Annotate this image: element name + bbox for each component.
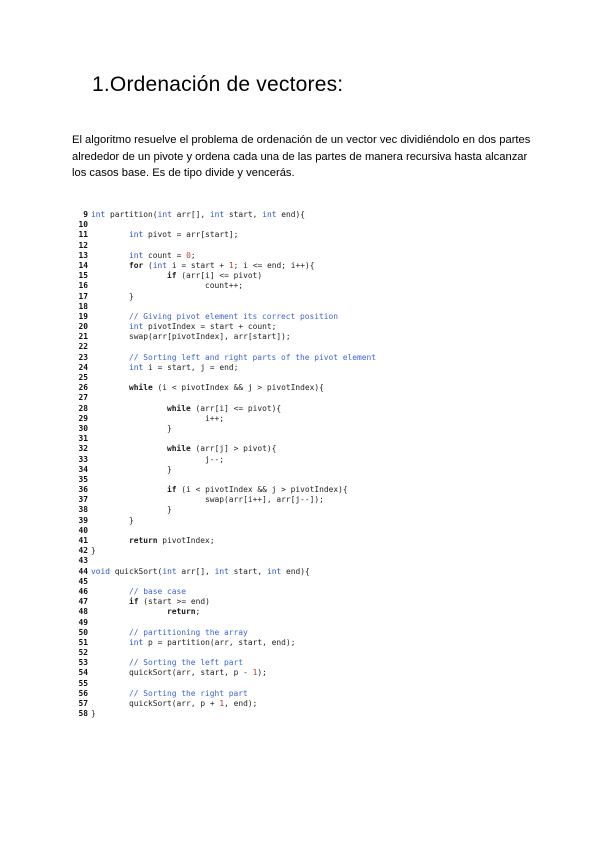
code-line — [72, 261, 542, 271]
line-number: 43 — [78, 556, 88, 566]
code-line — [72, 679, 542, 689]
code-text: quickSort(arr, start, p - 1); — [129, 668, 267, 678]
line-number: 24 — [78, 362, 88, 372]
code-line — [72, 597, 542, 607]
code-text: for (int i = start + 1; i <= end; i++){ — [129, 260, 315, 270]
code-text: int i = start, j = end; — [129, 362, 239, 372]
line-number: 29 — [78, 413, 88, 423]
code-text: i++; — [205, 413, 225, 423]
code-text: // partitioning the array — [129, 627, 248, 637]
code-line — [72, 393, 542, 403]
code-line — [72, 607, 542, 617]
code-text: return pivotIndex; — [129, 536, 215, 545]
line-number: 11 — [78, 230, 88, 240]
code-line — [72, 628, 542, 638]
line-number: 39 — [78, 515, 88, 525]
code-text: while (i < pivotIndex && j > pivotIndex){ — [129, 383, 324, 393]
line-number: 34 — [78, 464, 88, 474]
code-line — [72, 332, 542, 342]
code-text: int partition(int arr[], int start, int end){ — [91, 210, 305, 219]
code-line — [72, 404, 542, 414]
code-line — [72, 556, 542, 566]
code-line — [72, 302, 542, 312]
code-text: count++; — [205, 281, 244, 291]
code-line — [72, 505, 542, 515]
code-text: void quickSort(int arr[], int start, int end){ — [91, 566, 310, 576]
code-text: // Sorting the left part — [129, 658, 244, 668]
code-line — [72, 241, 542, 251]
code-text: if (i < pivotIndex && j > pivotIndex){ — [167, 485, 348, 495]
code-line — [72, 210, 542, 220]
code-text: // base case — [129, 586, 187, 596]
line-number: 23 — [78, 352, 88, 362]
line-number: 55 — [78, 678, 88, 688]
code-line — [72, 699, 542, 709]
code-line — [72, 383, 542, 393]
code-line — [72, 709, 542, 719]
code-line — [72, 485, 542, 495]
line-number: 16 — [78, 281, 88, 291]
code-line — [72, 281, 542, 291]
code-line — [72, 526, 542, 536]
line-number: 50 — [78, 627, 88, 637]
code-text: } — [91, 709, 96, 719]
line-number: 46 — [78, 586, 88, 596]
code-text: return; — [167, 607, 201, 617]
line-number: 54 — [78, 668, 88, 678]
code-line — [72, 220, 542, 230]
line-number: 20 — [78, 322, 88, 332]
line-number: 31 — [78, 434, 88, 444]
code-line — [72, 322, 542, 332]
line-number: 35 — [78, 474, 88, 484]
code-line — [72, 689, 542, 699]
code-line — [72, 577, 542, 587]
line-number: 52 — [78, 648, 88, 658]
code-line — [72, 668, 542, 678]
line-number: 26 — [78, 383, 88, 393]
code-line — [72, 342, 542, 352]
code-line — [72, 618, 542, 628]
code-line — [72, 424, 542, 434]
line-number: 28 — [78, 403, 88, 413]
line-number: 41 — [78, 536, 88, 545]
code-line — [72, 373, 542, 383]
line-number: 56 — [78, 688, 88, 698]
code-block — [72, 210, 542, 719]
line-number: 49 — [78, 617, 88, 627]
code-text: j--; — [205, 454, 225, 464]
code-line — [72, 271, 542, 281]
code-line — [72, 536, 542, 546]
code-line — [72, 567, 542, 577]
line-number: 30 — [78, 423, 88, 433]
line-number: 21 — [78, 332, 88, 342]
code-line — [72, 353, 542, 363]
code-text: int p = partition(arr, start, end); — [129, 637, 296, 647]
line-number: 19 — [78, 311, 88, 321]
line-number: 38 — [78, 505, 88, 515]
line-number: 9 — [83, 210, 88, 219]
code-line — [72, 475, 542, 485]
code-line — [72, 546, 542, 556]
line-number: 58 — [78, 709, 88, 719]
line-number: 18 — [78, 301, 88, 311]
section-heading: 1.Ordenación de vectores: — [92, 73, 344, 96]
code-line — [72, 495, 542, 505]
line-number: 53 — [78, 658, 88, 668]
code-text: if (arr[i] <= pivot) — [167, 271, 263, 281]
line-number: 44 — [78, 566, 88, 576]
code-line — [72, 516, 542, 526]
line-number: 57 — [78, 699, 88, 708]
code-line — [72, 251, 542, 261]
line-number: 37 — [78, 495, 88, 505]
line-number: 14 — [78, 260, 88, 270]
code-text: quickSort(arr, p + 1, end); — [129, 699, 258, 708]
line-number: 25 — [78, 373, 88, 382]
code-text: } — [91, 291, 134, 301]
line-number: 48 — [78, 607, 88, 617]
line-number: 36 — [78, 485, 88, 495]
code-text: int count = 0; — [129, 250, 196, 260]
line-number: 17 — [78, 291, 88, 301]
code-line — [72, 312, 542, 322]
code-text: swap(arr[pivotIndex], arr[start]); — [129, 332, 291, 342]
code-line — [72, 230, 542, 240]
line-number: 13 — [78, 250, 88, 260]
code-line — [72, 658, 542, 668]
code-line — [72, 648, 542, 658]
code-text: } — [91, 546, 96, 556]
line-number: 15 — [78, 271, 88, 281]
code-text: } — [91, 423, 172, 433]
line-number: 32 — [78, 444, 88, 454]
line-number: 10 — [78, 220, 88, 230]
code-text: } — [91, 515, 134, 525]
line-number: 51 — [78, 637, 88, 647]
line-number: 22 — [78, 342, 88, 352]
description-paragraph: El algoritmo resuelve el problema de ordenación de un vector vec dividiéndolo en dos partes alrededor de un pivote y ordena cada una de las partes de manera recursiva hasta alcanzar los casos base. Es de tipo divide y vencerás. — [72, 134, 531, 179]
line-number: 42 — [78, 546, 88, 556]
code-line — [72, 414, 542, 424]
line-number: 47 — [78, 597, 88, 607]
code-text: // Sorting the right part — [129, 688, 248, 698]
code-text: } — [91, 505, 172, 515]
code-text: while (arr[i] <= pivot){ — [167, 403, 282, 413]
code-text: swap(arr[i++], arr[j--]); — [205, 495, 324, 505]
line-number: 33 — [78, 454, 88, 464]
code-line — [72, 434, 542, 444]
code-line — [72, 638, 542, 648]
line-number: 27 — [78, 393, 88, 403]
code-line — [72, 444, 542, 454]
code-line — [72, 465, 542, 475]
code-text: // Sorting left and right parts of the pivot element — [129, 352, 377, 362]
code-line — [72, 363, 542, 373]
line-number: 45 — [78, 576, 88, 586]
code-text: int pivot = arr[start]; — [129, 230, 239, 240]
code-line — [72, 587, 542, 597]
code-line — [72, 455, 542, 465]
line-number: 12 — [78, 240, 88, 250]
code-text: int pivotIndex = start + count; — [129, 322, 277, 332]
code-text: if (start >= end) — [129, 597, 210, 607]
code-text: } — [91, 464, 172, 474]
code-text: while (arr[j] > pivot){ — [167, 444, 277, 454]
code-line — [72, 292, 542, 302]
code-text: // Giving pivot element its correct position — [129, 311, 339, 321]
line-number: 40 — [78, 525, 88, 535]
